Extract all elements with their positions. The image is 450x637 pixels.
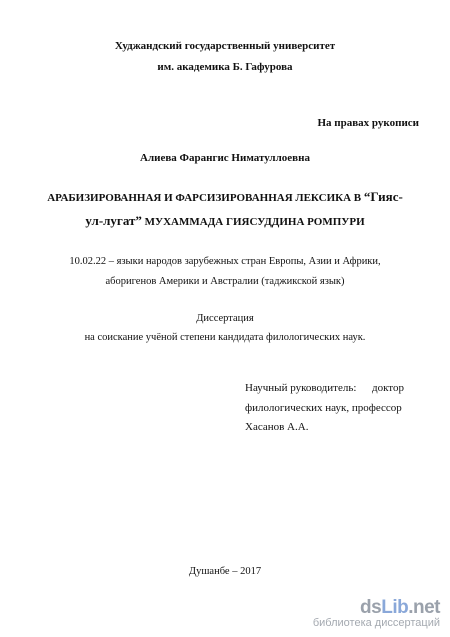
supervisor-name: Хасанов А.А. — [245, 421, 309, 433]
university-named-after: им. академика Б. Гафурова — [157, 61, 293, 73]
supervisor-role: Научный руководитель: — [245, 382, 357, 394]
watermark-logo: dsLib.net — [360, 597, 440, 618]
title-line-2 — [0, 213, 450, 229]
rights-note: На правах рукописи — [317, 117, 419, 129]
dissertation-purpose: на соискание учёной степени кандидата филологических наук. — [84, 332, 366, 343]
title-line-2-quoted: ул-лугат” — [85, 213, 142, 228]
title-line-2-text: МУХАММАДА ГИЯСУДДИНА РОМПУРИ — [141, 216, 365, 228]
title-line-1 — [0, 189, 450, 205]
specialty-line-1: 10.02.22 – языки народов зарубежных стран Европы, Азии и Африки, — [69, 256, 381, 267]
watermark-caption: библиотека диссертаций — [312, 617, 440, 629]
watermark — [313, 597, 440, 629]
title-line-1-text: АРАБИЗИРОВАННАЯ И ФАРСИЗИРОВАННАЯ ЛЕКСИКА В — [47, 192, 364, 204]
supervisor-degree-start: доктор — [372, 382, 404, 394]
title-line-1-quoted: “Гияс- — [363, 189, 403, 204]
specialty-line-2: аборигенов Америки и Австралии (таджикской язык) — [105, 276, 345, 287]
city-year: Душанбе – 2017 — [188, 566, 262, 577]
dissertation-label: Диссертация — [196, 313, 254, 324]
supervisor-degree-rest: филологических наук, профессор — [245, 402, 402, 414]
author-name: Алиева Фарангис Ниматуллоевна — [140, 152, 310, 164]
university-name: Худжандский государственный университет — [114, 40, 336, 52]
